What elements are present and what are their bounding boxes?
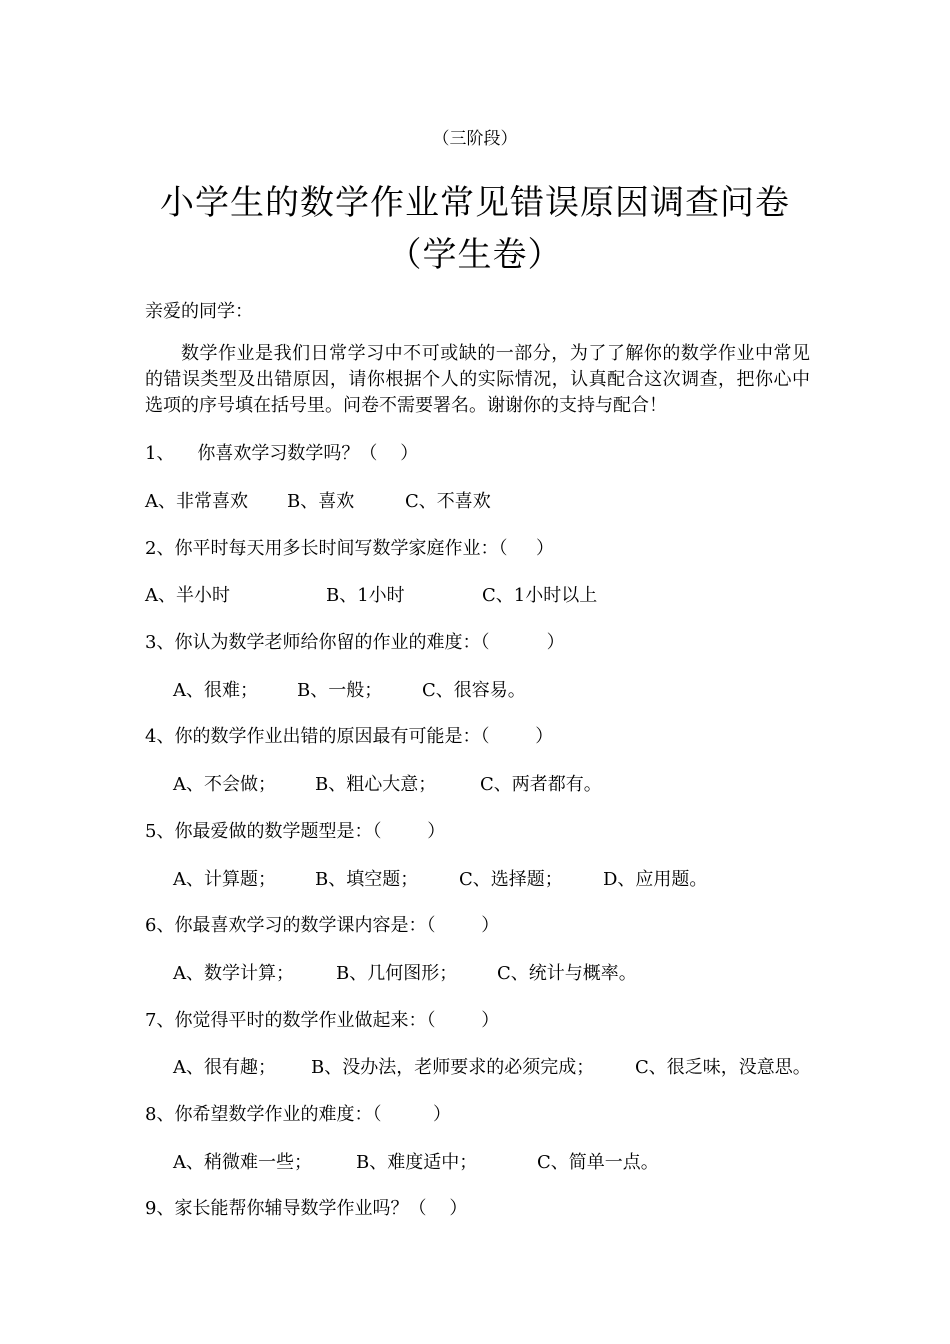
question-7: 7、你觉得平时的数学作业做起来：（ ）: [145, 1010, 500, 1031]
q2-option-a: A、半小时: [145, 585, 230, 606]
q7-option-a: A、很有趣；: [173, 1057, 276, 1078]
q4-option-a: A、不会做；: [173, 774, 276, 795]
q2-option-b: B、1小时: [326, 585, 405, 606]
question-8: 8、你希望数学作业的难度：（ ）: [145, 1104, 451, 1125]
question-6: 6、你最喜欢学习的数学课内容是：（ ）: [145, 915, 500, 936]
q2-option-c: C、1小时以上: [482, 585, 598, 606]
q3-option-b: B、一般；: [297, 680, 383, 701]
q4-option-b: B、粗心大意；: [315, 774, 437, 795]
question-9: 9、家长能帮你辅导数学作业吗？（ ）: [145, 1198, 468, 1219]
question-3: 3、你认为数学老师给你留的作业的难度：（ ）: [145, 632, 565, 653]
q5-option-c: C、选择题；: [459, 869, 563, 890]
q1-option-a: A、非常喜欢: [145, 491, 248, 512]
question-1: 1、 你喜欢学习数学吗？（ ）: [145, 443, 419, 464]
q3-option-c: C、很容易。: [422, 680, 526, 701]
q6-option-a: A、数学计算；: [173, 963, 294, 984]
survey-title: 小学生的数学作业常见错误原因调查问卷: [160, 183, 790, 223]
q4-option-c: C、两者都有。: [480, 774, 602, 795]
q5-option-b: B、填空题；: [315, 869, 419, 890]
q5-option-d: D、应用题。: [603, 869, 708, 890]
q1-option-c: C、不喜欢: [405, 491, 491, 512]
q3-option-a: A、很难；: [173, 680, 258, 701]
q7-option-b: B、没办法，老师要求的必须完成；: [311, 1057, 595, 1078]
q7-option-c: C、很乏味，没意思。: [635, 1057, 811, 1078]
q8-option-b: B、难度适中；: [356, 1152, 478, 1173]
survey-subtitle: （学生卷）: [387, 235, 563, 275]
question-4: 4、你的数学作业出错的原因最有可能是：（ ）: [145, 726, 554, 747]
question-5: 5、你最爱做的数学题型是：（ ）: [145, 821, 446, 842]
greeting: 亲爱的同学：: [145, 301, 253, 322]
stage-label: （三阶段）: [432, 129, 518, 149]
q6-option-c: C、统计与概率。: [497, 963, 637, 984]
q6-option-b: B、几何图形；: [336, 963, 458, 984]
q1-option-b: B、喜欢: [287, 491, 355, 512]
q5-option-a: A、计算题；: [173, 869, 276, 890]
q8-option-a: A、稍微难一些；: [173, 1152, 312, 1173]
question-2: 2、你平时每天用多长时间写数学家庭作业：（ ）: [145, 538, 555, 559]
q8-option-c: C、简单一点。: [537, 1152, 659, 1173]
intro-paragraph: 数学作业是我们日常学习中不可或缺的一部分，为了了解你的数学作业中常见的错误类型及出错原因，请你根据个人的实际情况，认真配合这次调查，把你心中选项的序号填在括号里。问卷不需要署名。谢谢你的支持与配合！: [145, 343, 810, 416]
